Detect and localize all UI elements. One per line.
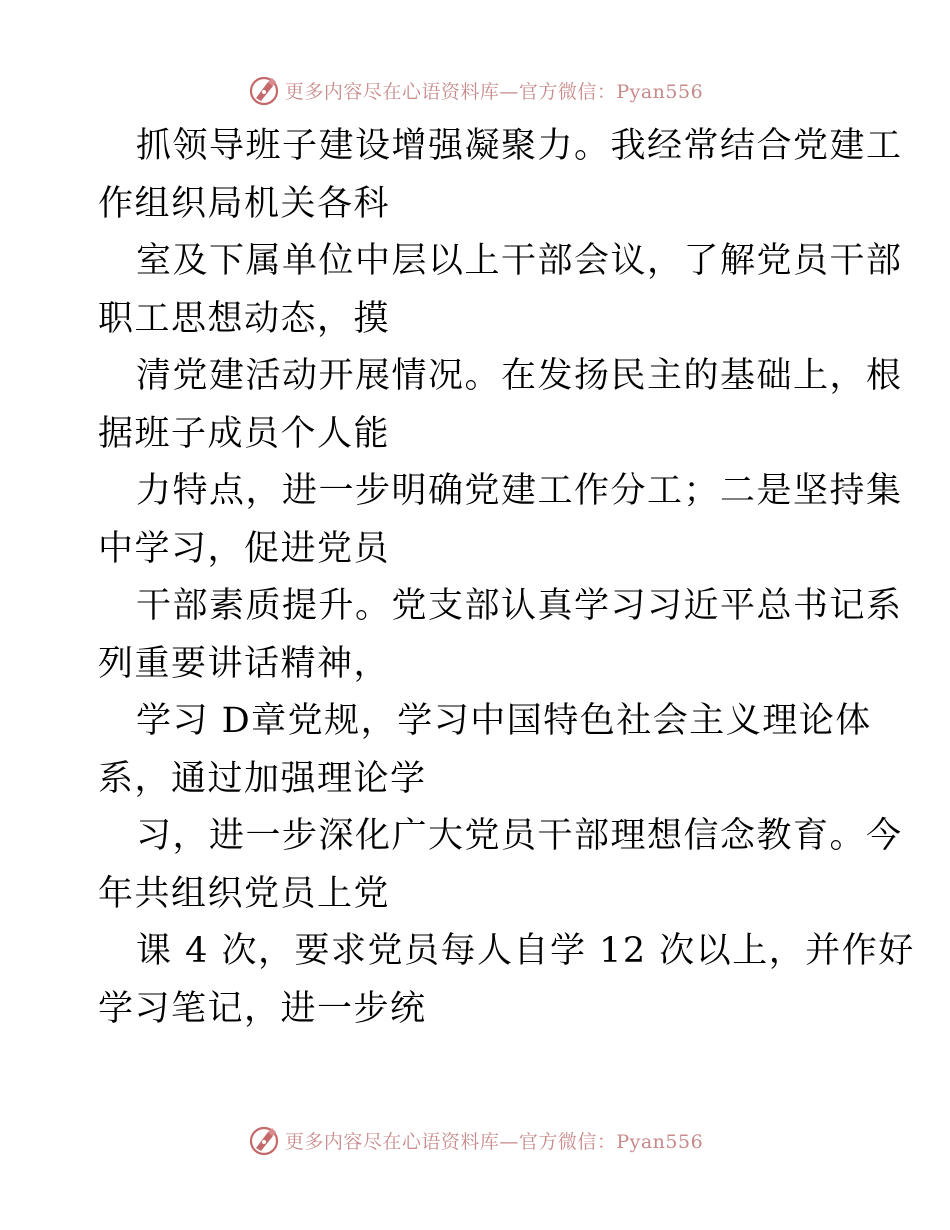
paragraph — [98, 923, 915, 1038]
line: 力特点，进一步明确党建工作分工；二是坚持集 — [136, 471, 903, 511]
paragraph — [98, 808, 903, 923]
line: 清党建活动开展情况。在发扬民主的基础上，根 — [136, 356, 903, 396]
line: 学习 D章党规，学习中国特色社会主义理论体 — [136, 701, 872, 741]
line: 据班子成员个人能 — [98, 413, 391, 454]
paragraph — [98, 693, 872, 808]
paragraph — [98, 118, 903, 233]
line: 干部素质提升。党支部认真学习习近平总书记系 — [136, 586, 903, 626]
pen-nib-logo-icon — [247, 73, 281, 107]
line: 室及下属单位中层以上干部会议，了解党员干部 — [136, 241, 903, 281]
watermark-text: 更多内容尽在心语资料库—官方微信：Pyan556 — [284, 1130, 704, 1153]
line: 习，进一步深化广大党员干部理想信念教育。今 — [136, 816, 903, 856]
line: 中学习，促进党员 — [98, 528, 391, 569]
paragraph — [98, 463, 903, 578]
line: 列重要讲话精神， — [98, 643, 391, 684]
line: 抓领导班子建设增强凝聚力。我经常结合党建工 — [136, 126, 903, 166]
line: 职工思想动态，摸 — [98, 298, 391, 339]
line: 年共组织党员上党 — [98, 873, 391, 914]
line: 学习笔记，进一步统 — [98, 988, 427, 1029]
pen-nib-logo-icon — [247, 1123, 281, 1157]
line: 课 4 次，要求党员每人自学 12 次以上，并作好 — [136, 931, 915, 971]
line: 作组织局机关各科 — [98, 183, 391, 224]
document-body — [98, 118, 915, 1038]
paragraph — [98, 578, 903, 693]
paragraph — [98, 348, 903, 463]
watermark-text: 更多内容尽在心语资料库—官方微信：Pyan556 — [284, 80, 704, 103]
footer-watermark — [0, 1120, 950, 1160]
line: 系，通过加强理论学 — [98, 758, 427, 799]
paragraph — [98, 233, 903, 348]
header-watermark — [0, 70, 950, 110]
